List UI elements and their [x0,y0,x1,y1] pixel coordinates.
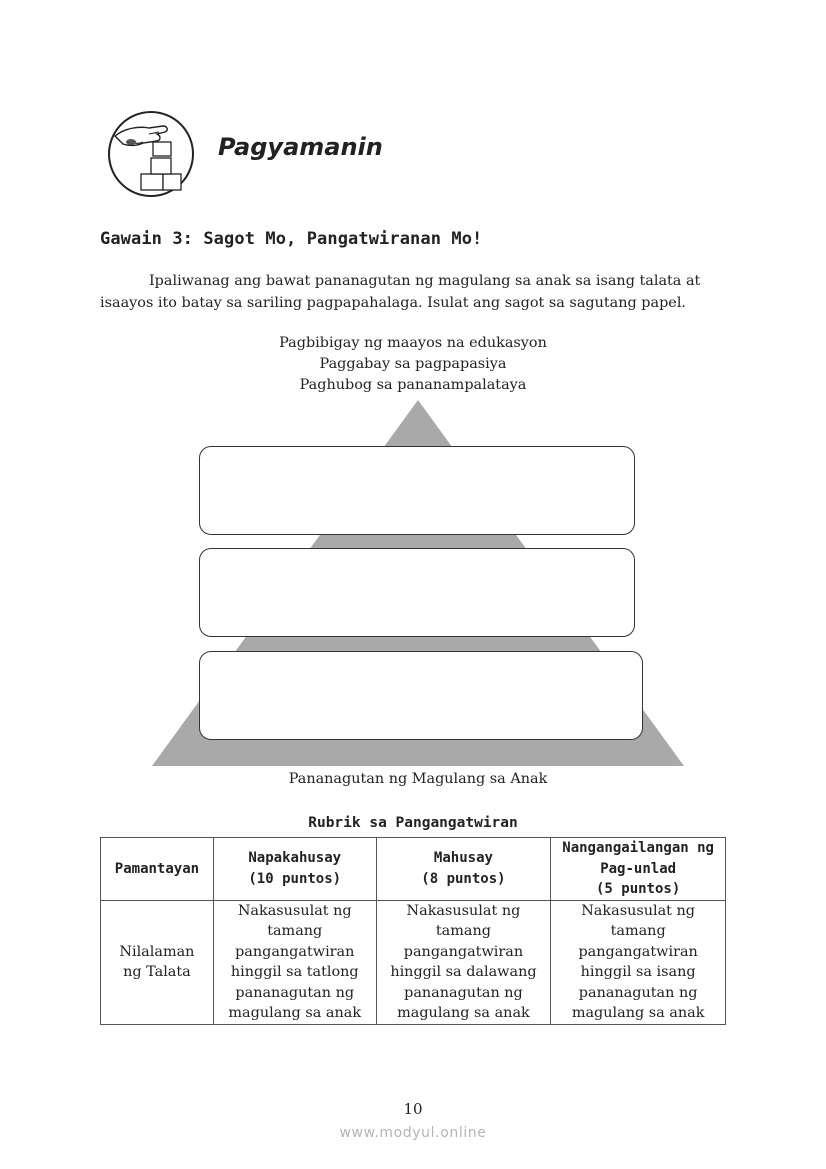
level-excellent-cell: Nakasusulat ng tamang pangangatwiran hinggil sa tatlong pananagutan ng magulang sa anak [213,900,376,1024]
header-criteria: Pamantayan [101,838,214,901]
instructions-text: Ipaliwanag ang bawat pananagutan ng magulang sa anak sa isang talata at isaayos ito batay sa sariling pagpapahalaga. Isulat ang sagot sa sagutang papel. [100,273,701,311]
pyramid-labels [200,333,626,396]
level-needs-improvement-cell: Nakasusulat ng tamang pangangatwiran hinggil sa isang pananagutan ng magulang sa anak [551,900,726,1024]
section-title: Pagyamanin [218,133,383,161]
pyramid-label-education: Pagbibigay ng maayos na edukasyon [279,335,547,351]
criterion-cell: Nilalaman ng Talata [101,900,214,1024]
header-needs-improvement: Nangangailangan ng Pag-unlad (5 puntos) [551,838,726,901]
header-excellent: Napakahusay (10 puntos) [213,838,376,901]
answer-box-top[interactable] [199,446,635,535]
answer-box-middle[interactable] [199,548,635,637]
instructions [100,270,728,314]
rubric-row [101,900,726,1024]
rubric-header-row [101,838,726,901]
pyramid-caption: Pananagutan ng Magulang sa Anak [288,771,548,787]
level-good-cell: Nakasusulat ng tamang pangangatwiran hinggil sa dalawang pananagutan ng magulang sa anak [376,900,551,1024]
pyramid-label-faith: Paghubog sa pananampalataya [299,377,527,393]
hand-placing-blocks-icon [105,110,197,198]
activity-title: Gawain 3: Sagot Mo, Pangatwiranan Mo! [100,229,483,249]
answer-box-bottom[interactable] [199,651,643,740]
rubric-title: Rubrik sa Pangangatwiran [308,815,518,831]
rubric-table [100,837,726,1025]
page-number: 10 [403,1100,423,1118]
pyramid-label-guidance: Paggabay sa pagpapasiya [319,356,507,372]
header-good: Mahusay (8 puntos) [376,838,551,901]
watermark: www.modyul.online [339,1125,487,1141]
